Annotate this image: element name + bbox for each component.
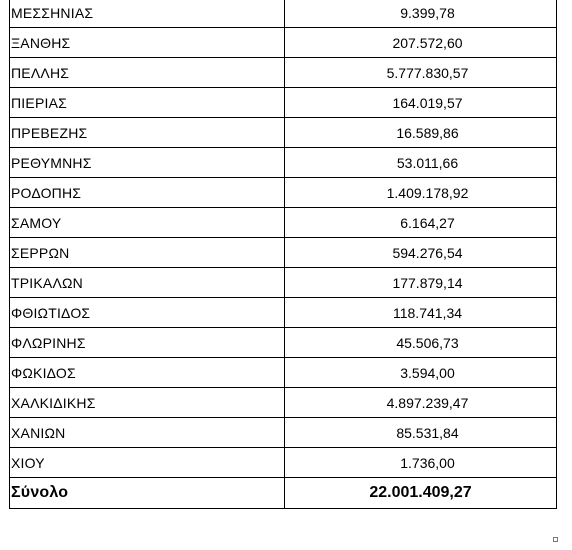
region-cell: ΣΕΡΡΩΝ <box>10 238 285 268</box>
regions-amount-table <box>9 0 557 509</box>
region-cell: ΣΑΜΟΥ <box>10 208 285 238</box>
total-amount: 22.001.409,27 <box>285 478 557 509</box>
region-cell: ΦΛΩΡΙΝΗΣ <box>10 328 285 358</box>
table-row <box>10 0 557 28</box>
table-row <box>10 118 557 148</box>
region-cell: ΤΡΙΚΑΛΩΝ <box>10 268 285 298</box>
table-row <box>10 448 557 478</box>
table-row <box>10 208 557 238</box>
region-cell: ΦΩΚΙΔΟΣ <box>10 358 285 388</box>
amount-cell: 53.011,66 <box>285 148 557 178</box>
table-row <box>10 28 557 58</box>
amount-cell: 85.531,84 <box>285 418 557 448</box>
region-cell: ΞΑΝΘΗΣ <box>10 28 285 58</box>
table-row <box>10 328 557 358</box>
table-body <box>10 0 557 509</box>
region-cell: ΠΙΕΡΙΑΣ <box>10 88 285 118</box>
table-row <box>10 358 557 388</box>
amount-cell: 3.594,00 <box>285 358 557 388</box>
table-row <box>10 388 557 418</box>
amount-cell: 1.736,00 <box>285 448 557 478</box>
amount-cell: 207.572,60 <box>285 28 557 58</box>
amount-cell: 594.276,54 <box>285 238 557 268</box>
region-cell: ΧΑΛΚΙΔΙΚΗΣ <box>10 388 285 418</box>
amount-cell: 177.879,14 <box>285 268 557 298</box>
total-row <box>10 478 557 509</box>
table-row <box>10 418 557 448</box>
region-cell: ΡΕΘΥΜΝΗΣ <box>10 148 285 178</box>
table-row <box>10 178 557 208</box>
amount-cell: 118.741,34 <box>285 298 557 328</box>
region-cell: ΧΙΟΥ <box>10 448 285 478</box>
region-cell: ΜΕΣΣΗΝΙΑΣ <box>10 0 285 28</box>
amount-cell: 5.777.830,57 <box>285 58 557 88</box>
table-row <box>10 268 557 298</box>
table-row <box>10 58 557 88</box>
region-cell: ΠΕΛΛΗΣ <box>10 58 285 88</box>
table-row <box>10 88 557 118</box>
amount-cell: 9.399,78 <box>285 0 557 28</box>
table-row <box>10 238 557 268</box>
amount-cell: 1.409.178,92 <box>285 178 557 208</box>
amount-cell: 4.897.239,47 <box>285 388 557 418</box>
region-cell: ΡΟΔΟΠΗΣ <box>10 178 285 208</box>
amount-cell: 45.506,73 <box>285 328 557 358</box>
table-resize-handle[interactable] <box>553 537 558 542</box>
total-label: Σύνολο <box>10 478 285 509</box>
table-row <box>10 148 557 178</box>
region-cell: ΠΡΕΒΕΖΗΣ <box>10 118 285 148</box>
region-cell: ΧΑΝΙΩΝ <box>10 418 285 448</box>
amount-cell: 16.589,86 <box>285 118 557 148</box>
amount-cell: 6.164,27 <box>285 208 557 238</box>
region-cell: ΦΘΙΩΤΙΔΟΣ <box>10 298 285 328</box>
table-row <box>10 298 557 328</box>
amount-cell: 164.019,57 <box>285 88 557 118</box>
